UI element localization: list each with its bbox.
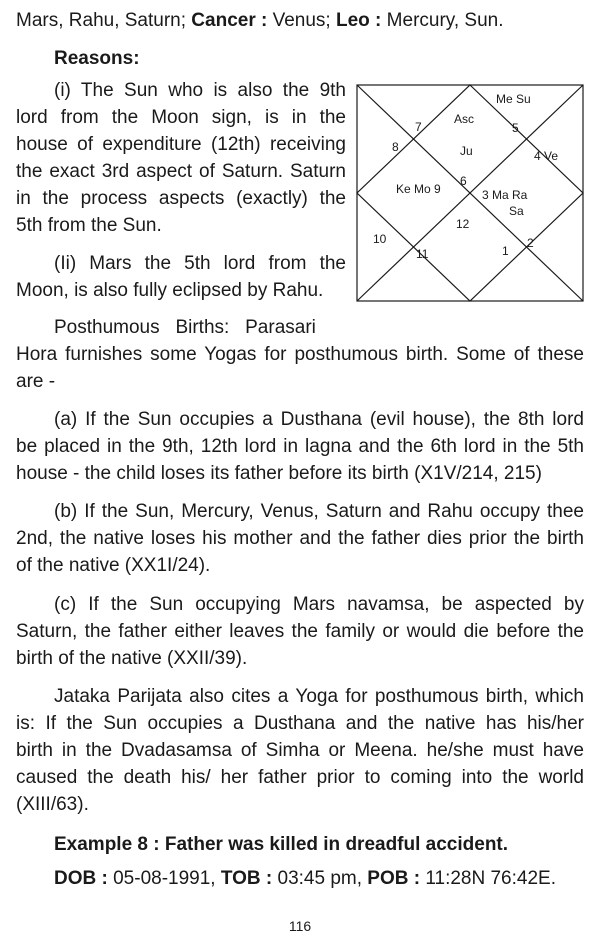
dob-label: DOB : bbox=[54, 868, 108, 889]
intro-text-a: Mars, Rahu, Saturn; bbox=[16, 10, 192, 31]
left-line-1: (i) The Sun who is also the 9th bbox=[54, 80, 346, 101]
full-line-6: (b) If the Sun, Mercury, Venus, Saturn and Rahu occupy thee bbox=[54, 501, 584, 522]
birth-details bbox=[54, 866, 556, 892]
full-line-8: of the native (XX1I/24). bbox=[16, 555, 211, 576]
full-line-9: (c) If the Sun occupying Mars navamsa, be aspected by bbox=[54, 594, 584, 615]
full-line-13: is: If the Sun occupies a Dusthana and the native has his/her bbox=[16, 713, 584, 734]
label-house-1: 1 bbox=[502, 244, 509, 258]
label-house-5: 5 bbox=[512, 121, 519, 135]
horoscope-chart bbox=[356, 84, 584, 302]
left-line-8: Moon, is also fully eclipsed by Rahu. bbox=[16, 280, 324, 301]
full-line-7: 2nd, the native loses his mother and the father dies prior the birth bbox=[16, 528, 584, 549]
label-house-4-ve: 4 Ve bbox=[534, 149, 559, 163]
horoscope-diagram bbox=[356, 84, 584, 302]
full-line-5: house - the child loses its father before its birth (X1V/214, 215) bbox=[16, 463, 542, 484]
full-line-11: birth of the native (XXII/39). bbox=[16, 648, 248, 669]
reasons-heading: Reasons: bbox=[54, 48, 140, 69]
label-house-2: 2 bbox=[527, 236, 534, 250]
left-line-6: 5th from the Sun. bbox=[16, 215, 162, 236]
intro-text-e: Mercury, Sun. bbox=[381, 10, 504, 31]
label-ke-mo-9: Ke Mo 9 bbox=[396, 182, 441, 196]
pob-label: POB : bbox=[367, 868, 421, 889]
leo-label: Leo : bbox=[336, 10, 382, 31]
full-line-12: Jataka Parijata also cites a Yoga for posthumous birth, which bbox=[54, 686, 584, 707]
left-line-4: the exact 3rd aspect of Saturn. Saturn bbox=[16, 161, 346, 182]
label-ma-ra-3: 3 Ma Ra bbox=[482, 188, 528, 202]
intro-text-c: Venus; bbox=[267, 10, 336, 31]
tob-label: TOB : bbox=[220, 868, 273, 889]
left-line-2: lord from the Moon sign, is in the bbox=[16, 107, 346, 128]
label-house-7: 7 bbox=[415, 120, 422, 134]
intro-line bbox=[16, 8, 504, 34]
left-line-3: house of expenditure (12th) receiving bbox=[16, 134, 346, 155]
example-heading: Example 8 : Father was killed in dreadful accident. bbox=[54, 834, 509, 855]
full-line-2: are - bbox=[16, 371, 56, 392]
full-line-16: (XIII/63). bbox=[16, 794, 89, 815]
label-house-12: 12 bbox=[456, 217, 470, 231]
full-line-3: (a) If the Sun occupies a Dusthana (evil house), the 8th lord bbox=[54, 409, 584, 430]
page-number: 116 bbox=[288, 918, 312, 934]
full-line-10: Saturn, the father either leaves the family or would die before the bbox=[16, 621, 584, 642]
label-house-8: 8 bbox=[392, 140, 399, 154]
label-house-11: 11 bbox=[416, 247, 429, 261]
pob-value: 11:28N 76:42E. bbox=[420, 868, 556, 889]
full-line-14: birth in the Dvadasamsa of Simha or Meena. he/she must have bbox=[16, 740, 584, 761]
label-me-su: Me Su bbox=[496, 92, 531, 106]
full-line-4: be placed in the 9th, 12th lord in lagna and the 6th lord in the 5th bbox=[16, 436, 584, 457]
full-line-1: Hora furnishes some Yogas for posthumous birth. Some of these bbox=[16, 344, 584, 365]
label-sa: Sa bbox=[509, 204, 524, 218]
label-asc: Asc bbox=[454, 112, 475, 126]
left-line-9: Posthumous Births: Parasari bbox=[54, 317, 316, 338]
cancer-label: Cancer : bbox=[191, 10, 268, 31]
left-line-5: in the process aspects (exactly) the bbox=[16, 188, 346, 209]
label-house-6: 6 bbox=[460, 174, 467, 188]
label-house-10: 10 bbox=[373, 232, 387, 246]
left-line-7: (Ii) Mars the 5th lord from the bbox=[54, 253, 346, 274]
label-ju: Ju bbox=[460, 144, 473, 158]
full-line-15: caused the death his/ her father prior to coming into the world bbox=[16, 767, 584, 788]
dob-value: 05-08-1991, bbox=[107, 868, 221, 889]
tob-value: 03:45 pm, bbox=[272, 868, 368, 889]
